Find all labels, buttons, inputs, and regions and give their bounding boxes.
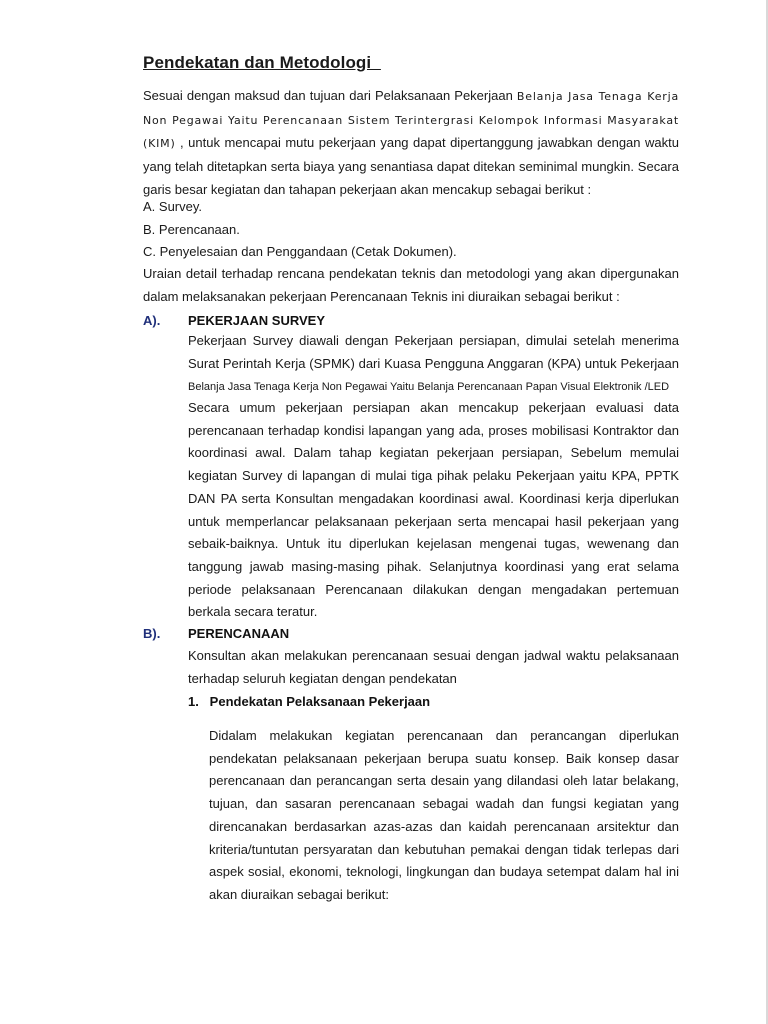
document-title: Pendekatan dan Metodologi	[143, 53, 381, 72]
list-item-penyelesaian: C. Penyelesaian dan Penggandaan (Cetak Dokumen).	[143, 244, 457, 259]
section-a-title: PEKERJAAN SURVEY	[188, 313, 326, 328]
intro-text-1: Sesuai dengan maksud dan tujuan dari Pelaksanaan Pekerjaan	[143, 88, 517, 103]
section-b-paragraph-1: Konsultan akan melakukan perencanaan sesuai dengan jadwal waktu pelaksanaan terhadap seluruh kegiatan dengan pendekatan	[188, 648, 679, 686]
intro-project-name: Belanja Jasa Tenaga Kerja Non Pegawai Yaitu Perencanaan Sistem Terintergrasi Kelompok Informasi Masyarakat (KIM)	[143, 90, 679, 151]
subsection-1-paragraph: Didalam melakukan kegiatan perencanaan dan perancangan diperlukan pendekatan pelaksanaan pekerjaan berupa suatu konsep. Baik konsep dasar perencanaan dan perancangan serta desain yang dilandasi oleh latar belakang, tujuan, dan sasaran perencanaan sebagai wadah dan fungsi kegiatan yang direncanakan berdasarkan azas-azas dan kaidah perencanaan arsitektur dan kriteria/tuntutan persyaratan dan kebutuhan pemakai dengan tidak terlepas dari aspek sosial, ekonomi, teknologi, lingkungan dan budaya setempat dalam hal ini akan diuraikan sebagai berikut:	[209, 728, 679, 902]
section-a-label: A).	[143, 313, 161, 328]
list-item-perencanaan: B. Perencanaan.	[143, 222, 240, 237]
subsection-1-title: 1. Pendekatan Pelaksanaan Pekerjaan	[188, 694, 431, 709]
intro-text-2: , untuk mencapai mutu pekerjaan yang dapat dipertanggung jawabkan dengan waktu yang telah ditetapkan serta biaya yang senantiasa dapat ditekan seminimal mungkin. Secara garis besar kegiatan dan tahapan pekerjaan akan mencakup sebagai berikut :	[143, 135, 679, 197]
section-b-title: PERENCANAAN	[188, 626, 290, 641]
section-b-label: B).	[143, 626, 161, 641]
intro-paragraph	[143, 85, 679, 202]
list-item-survey: A. Survey.	[143, 199, 203, 214]
section-a-p1-project: Belanja Jasa Tenaga Kerja Non Pegawai Yaitu Belanja Perencanaan Papan Visual Elektronik /LED	[188, 381, 670, 394]
uraian-paragraph: Uraian detail terhadap rencana pendekatan teknis dan metodologi yang akan dipergunakan dalam melaksanakan pekerjaan Perencanaan Teknis ini diuraikan sebagai berikut :	[143, 266, 679, 304]
section-a-p1-text: Pekerjaan Survey diawali dengan Pekerjaan persiapan, dimulai setelah menerima Surat Perintah Kerja (SPMK) dari Kuasa Pengguna Anggaran (KPA) untuk Pekerjaan	[188, 333, 679, 371]
section-a-paragraph-2: Secara umum pekerjaan persiapan akan mencakup pekerjaan evaluasi data perencanaan terhadap kondisi lapangan yang ada, proses mobilisasi Kontraktor dan koordinasi awal. Dalam tahap kegiatan pekerjaan persiapan, Sebelum memulai kegiatan Survey di lapangan di mulai tiga pihak pelaku Pekerjaan yaitu KPA, PPTK DAN PA serta Konsultan mengadakan koordinasi awal. Koordinasi kerja diperlukan untuk memperlancar pelaksanaan pekerjaan serta mencapai hasil pekerjaan yang sebaik-baiknya. Untuk itu diperlukan kejelasan mengenai tugas, wewenang dan tanggung jawab masing-masing pihak. Selanjutnya koordinasi yang erat selama periode pelaksanaan Perencanaan dilakukan dengan mengadakan pertemuan berkala secara teratur.	[188, 400, 679, 620]
section-a-paragraph-1	[188, 330, 679, 399]
